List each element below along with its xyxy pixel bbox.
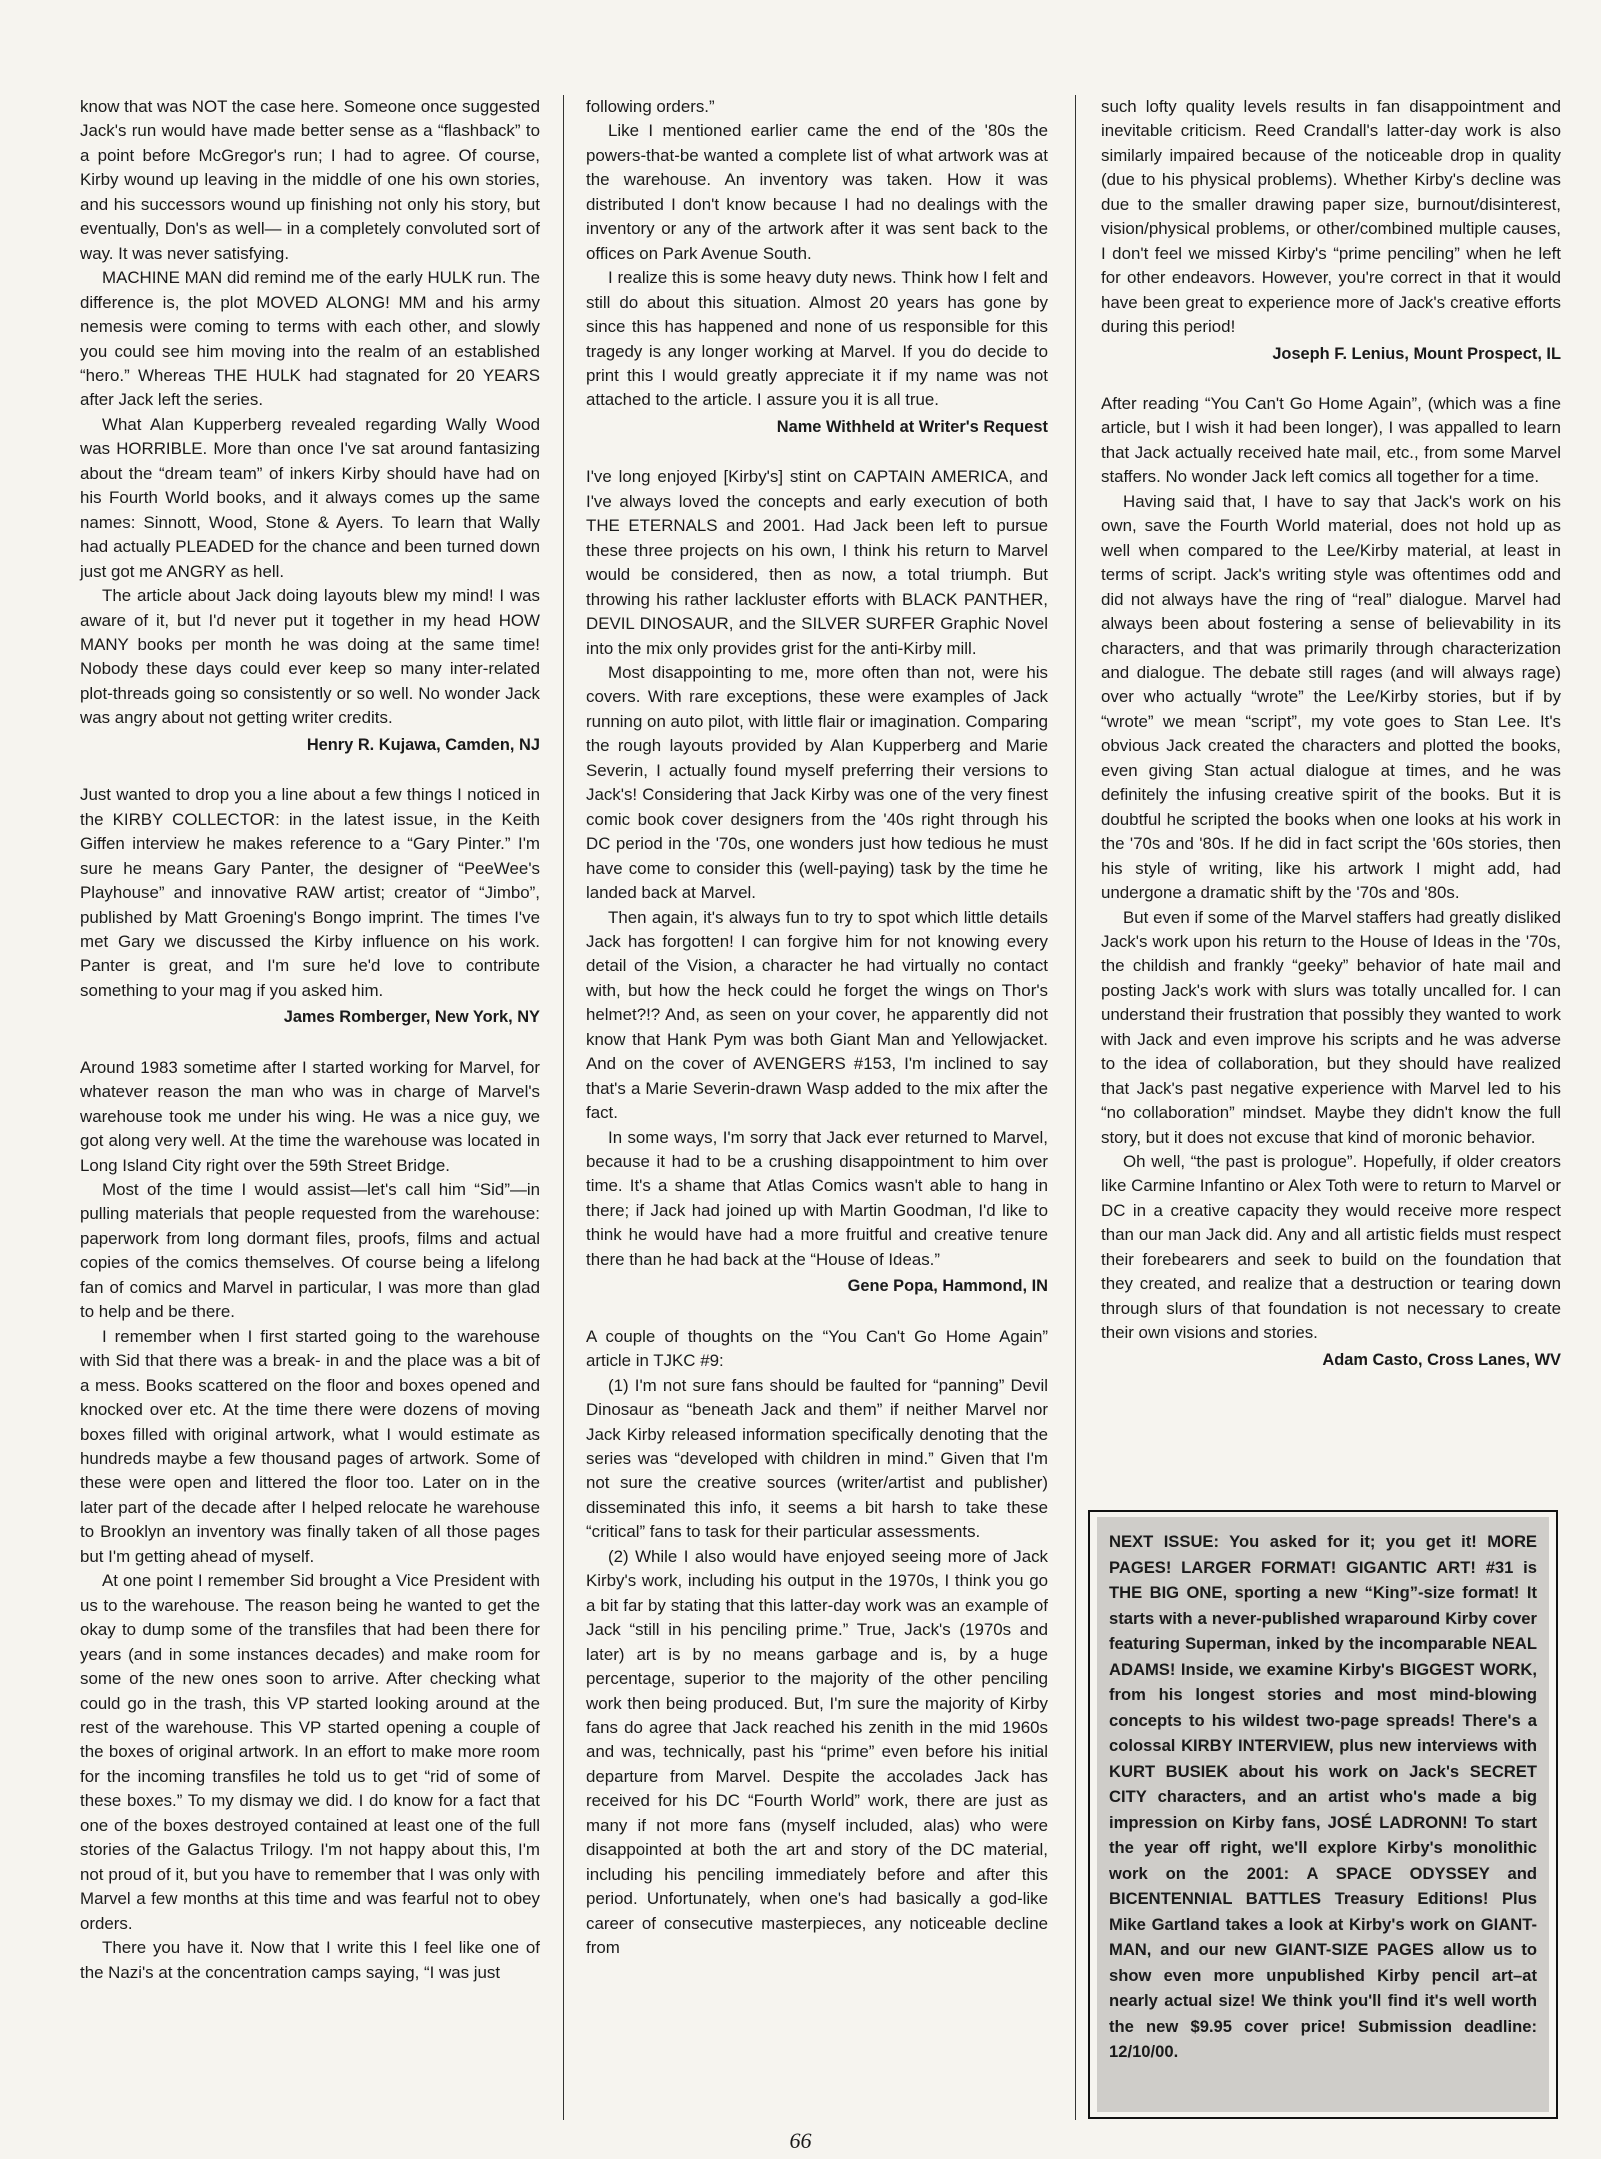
letter-paragraph: (1) I'm not sure fans should be faulted for “panning” Devil Dinosaur as “beneath Jack and them” if neither Marvel nor Jack Kirby released information specifically denoting that the series was “developed with children in mind.” Given that I'm not sure the creative sources (writer/artist and publisher) disseminated this info, it seems a bit harsh to take these “critical” fans to task for their particular assessments. [586,1375,1048,1542]
letter-paragraph: What Alan Kupperberg revealed regarding Wally Wood was HORRIBLE. More than once I've sat around fantasizing about the “dream team” of inkers Kirby should have had on his Fourth World books, and it always comes up the same names: Sinnott, Wood, Stone & Ayers. To learn that Wally had actually PLEADED for the chance and been turned down just got me ANGRY as hell. [80,414,540,581]
column-divider [563,95,564,2120]
letter-signature: Name Withheld at Writer's Request [776,417,1048,436]
letter-paragraph: Then again, it's always fun to try to spot which little details Jack has forgotten! I can forgive him for not knowing every detail of the Vision, a character he had virtually no contact with, but how the heck could he forget the wings on Thor's helmet?!? And, as seen on your cover, he apparently did not know that Hank Pym was both Giant Man and Yellowjacket. And on the cover of AVENGERS #153, I'm inclined to say that's a Marie Severin-drawn Wasp added to the mix after the fact. [586,907,1048,1123]
letter-paragraph: In some ways, I'm sorry that Jack ever returned to Marvel, because it had to be a crushing disappointment to him over time. It's a shame that Atlas Comics wasn't able to hang in there; if Jack had joined up with Martin Goodman, I'd like to think he would have had a more fruitful and creative tenure there than he had back at the “House of Ideas.” [586,1127,1048,1269]
column-1 [80,95,540,1985]
letter-paragraph: At one point I remember Sid brought a Vice President with us to the warehouse. The reason being he wanted to get the okay to dump some of the transfiles that had been there for years (and in some instances decades) and make room for some of the new ones soon to arrive. After checking what could go in the trash, this VP started looking around at the rest of the warehouse. This VP started opening a couple of the boxes of original artwork. In an effort to make more room for the incoming transfiles he told us to get “rid of some of these boxes.” To my dismay we did. I do know for a fact that one of the boxes destroyed contained at least one of the full stories of the Galactus Trilogy. I'm not happy about this, I'm not proud of it, but you have to remember that I was only with Marvel a few months at this time and was fearful not to obey orders. [80,1571,540,1933]
letter-paragraph: I've long enjoyed [Kirby's] stint on CAPTAIN AMERICA, and I've always loved the concepts and early execution of both THE ETERNALS and 2001. Had Jack been left to pursue these three projects on his own, I think his return to Marvel would be considered, then as now, a total triumph. But throwing his rather lackluster efforts with BLACK PANTHER, DEVIL DINOSAUR, and the SILVER SURFER Graphic Novel into the mix only provides grist for the anti-Kirby mill. [586,467,1048,658]
letter-signature: James Romberger, New York, NY [283,1008,540,1027]
letter-paragraph: Most of the time I would assist—let's call him “Sid”—in pulling materials that people requested from the warehouse: paperwork from long dormant files, proofs, films and actual copies of the comics themselves. Of course being a lifelong fan of comics and Marvel in particular, I was more than glad to help and be there. [80,1180,540,1322]
letter-paragraph: The article about Jack doing layouts blew my mind! I was aware of it, but I'd never put it together in my head HOW MANY books per month he was doing at the same time! Nobody these days could ever keep so many inter-related plot-threads going so consistently or so well. No wonder Jack was angry about not getting writer credits. [80,586,540,728]
letter-paragraph: A couple of thoughts on the “You Can't Go Home Again” article in TJKC #9: [586,1326,1048,1371]
page-number: 66 [789,2128,812,2153]
letter-paragraph: Around 1983 sometime after I started working for Marvel, for whatever reason the man who was in charge of Marvel's warehouse took me under his wing. He was a nice guy, we got along very well. At the time the warehouse was located in Long Island City right over the 59th Street Bridge. [80,1057,540,1175]
letter-paragraph: I remember when I first started going to the warehouse with Sid that there was a break- in and the place was a bit of a mess. Books scattered on the floor and boxes opened and knocked over etc. At the time there were dozens of moving boxes filled with original artwork, what I would estimate as hundreds maybe a few thousand pages of artwork. Some of these were open and littered the floor too. Later on in the later part of the decade after I helped relocate he warehouse to Brooklyn an inventory was finally taken of all those pages but I'm getting ahead of myself. [80,1326,540,1566]
letter-separator [586,439,1048,465]
letter-separator [80,757,540,783]
letter-paragraph: such lofty quality levels results in fan disappointment and inevitable criticism. Reed Crandall's latter-day work is also similarly impaired because of the noticeable drop in quality (due to his physical problems). Whether Kirby's decline was due to the smaller drawing paper size, burnout/disinterest, vision/physical problems, or other/combined multiple causes, I don't feel we missed Kirby's “prime penciling” when he left for other endeavors. However, you're correct in that it would have been great to experience more of Jack's creative efforts during this period! [1101,97,1561,337]
next-issue-text: NEXT ISSUE: You asked for it; you get it! MORE PAGES! LARGER FORMAT! GIGANTIC ART! #31 is THE BIG ONE, sporting a new “King”-size format! It starts with a never-published wraparound Kirby cover featuring Superman, inked by the incomparable NEAL ADAMS! Inside, we examine Kirby's BIGGEST WORK, from his longest stories and most mind-blowing concepts to his wildest two-page spreads! There's a colossal KIRBY INTERVIEW, plus new interviews with KURT BUSIEK about his work on Jack's SECRET CITY characters, and an artist who's made a big impression on Kirby fans, JOSÉ LADRONN! To start the year off right, we'll explore Kirby's monolithic work on the 2001: A SPACE ODYSSEY and BICENTENNIAL BATTLES Treasury Editions! Plus Mike Gartland takes a look at Kirby's work on GIANT-MAN, and our new GIANT-SIZE PAGES allow us to show even more unpublished Kirby pencil art–at nearly actual size! We think you'll find it's well worth the new $9.95 cover price! Submission deadline: 12/10/00. [1097,1517,1549,2112]
letter-paragraph: following orders.” [586,97,715,116]
letter-paragraph: (2) While I also would have enjoyed seeing more of Jack Kirby's work, including his output in the 1970s, I think you go a bit far by stating that this latter-day work was an example of Jack “still in his penciling prime.” True, Jack's (1970s and later) art is by no means garbage and is, by a huge percentage, superior to the majority of the other penciling work then being produced. But, I'm sure the majority of Kirby fans do agree that Jack reached his zenith in the mid 1960s and was, technically, past his “prime” even before his initial departure from Marvel. Despite the accolades Jack has received for his DC “Fourth World” work, there are just as many if not more fans (myself included, alas) who were disappointed at both the art and story of the DC material, including his penciling immediately before and after this period. Unfortunately, when one's had basically a god-like career of consecutive masterpieces, any noticeable decline from [586,1546,1048,1958]
letter-paragraph: I realize this is some heavy duty news. Think how I felt and still do about this situation. Almost 20 years has gone by since this has happened and none of us responsible for this tragedy is any longer working at Marvel. If you do decide to print this I would greatly appreciate it if my name was not attached to the article. I assure you it is all true. [586,268,1048,410]
letter-paragraph: Most disappointing to me, more often than not, were his covers. With rare exceptions, these were examples of Jack running on auto pilot, with little flair or imagination. Comparing the rough layouts provided by Alan Kupperberg and Marie Severin, I actually found myself preferring their versions to Jack's! Considering that Jack Kirby was one of the very finest comic book cover designers from the '40s right through his DC period in the '70s, one wonders just how tedious he must have come to consider this (well-paying) task by the time he landed back at Marvel. [586,662,1048,903]
letter-paragraph: There you have it. Now that I write this I feel like one of the Nazi's at the concentration camps saying, “I was just [80,1938,540,1982]
letter-paragraph: After reading “You Can't Go Home Again”, (which was a fine article, but I wish it had been longer), I was appalled to learn that Jack actually received hate mail, etc., from some Marvel staffers. No wonder Jack left comics all together for a time. [1101,393,1561,487]
letter-paragraph: MACHINE MAN did remind me of the early HULK run. The difference is, the plot MOVED ALONG! MM and his army nemesis were coming to terms with each other, and slowly you could see him moving into the realm of an established “hero.” Whereas THE HULK had stagnated for 20 YEARS after Jack left the series. [80,268,540,410]
letter-signature: Joseph F. Lenius, Mount Prospect, IL [1272,344,1561,363]
letter-signature: Adam Casto, Cross Lanes, WV [1322,1350,1561,1369]
letter-separator [80,1030,540,1056]
letter-paragraph: Just wanted to drop you a line about a few things I noticed in the KIRBY COLLECTOR: in the latest issue, in the Keith Giffen interview he makes reference to a “Gary Pinter.” I'm sure he means Gary Panter, the designer of “PeeWee's Playhouse” and innovative RAW artist; creator of “Jimbo”, published by Matt Groening's Bongo imprint. The times I've met Gary we discussed the Kirby influence on his work. Panter is great, and I'm sure he'd love to contribute something to your mag if you asked him. [80,785,540,1000]
letter-paragraph: know that was NOT the case here. Someone once suggested Jack's run would have made better sense as a “flashback” to a point before McGregor's run; I had to agree. Of course, Kirby wound up leaving in the middle of one his own stories, and his successors wound up finishing not only his story, but eventually, Don's as well— in a completely convoluted sort of way. It was never satisfying. [80,97,540,263]
letter-separator [586,1299,1048,1325]
letter-signature: Gene Popa, Hammond, IN [847,1277,1048,1296]
column-3 [1101,95,1561,1372]
letter-paragraph: Having said that, I have to say that Jack's work on his own, save the Fourth World material, does not hold up as well when compared to the Lee/Kirby material, at least in terms of script. Jack's writing style was oftentimes odd and did not always have the ring of “real” dialogue. Marvel had always been about fostering a sense of believability in its characters, and that was primarily through characterization and dialogue. The debate still rages (and will always rage) over who actually “wrote” the Lee/Kirby stories, but if by “wrote” we mean “script”, my vote goes to Stan Lee. It's obvious Jack created the characters and plotted the books, even giving Stan actual dialogue at times, and he was definitely the infusing creative spirit of the books. But it is doubtful he scripted the books when one looks at his work in the '70s and '80s. If he did in fact script the '60s stories, then his style of writing, like his artwork I might add, had undergone a dramatic shift by the '70s and '80s. [1101,491,1561,903]
letter-paragraph: Oh well, “the past is prologue”. Hopefully, if older creators like Carmine Infantino or Alex Toth were to return to Marvel or DC in a creative capacity they would receive more respect than our man Jack did. Any and all artistic fields must respect their forebearers and seek to build on the foundation that they created, and realize that a destruction or tearing down through slurs of that foundation is not necessary to create their own visions and stories. [1101,1152,1561,1343]
column-2 [586,95,1048,1961]
letter-paragraph: Like I mentioned earlier came the end of the '80s the powers-that-be wanted a complete list of what artwork was at the warehouse. An inventory was taken. How it was distributed I don't know because I had no dealings with the inventory or any of the artwork after it was sent back to the offices on Park Avenue South. [586,121,1048,263]
letter-separator [1101,366,1561,392]
column-divider [1075,95,1076,2120]
letter-signature: Henry R. Kujawa, Camden, NJ [306,735,540,754]
next-issue-box [1088,1510,1558,2119]
letter-paragraph: But even if some of the Marvel staffers had greatly disliked Jack's work upon his return to the House of Ideas in the '70s, the childish and frankly “geeky” behavior of hate mail and posting Jack's work with slurs was totally uncalled for. I can understand their frustration that possibly they wanted to work with Jack and even improve his scripts and he was adverse to the idea of collaboration, but they should have realized that Jack's past negative experience with Marvel led to his “no collaboration” mindset. Maybe they didn't know the full story, but it does not excuse that kind of moronic behavior. [1101,907,1561,1147]
